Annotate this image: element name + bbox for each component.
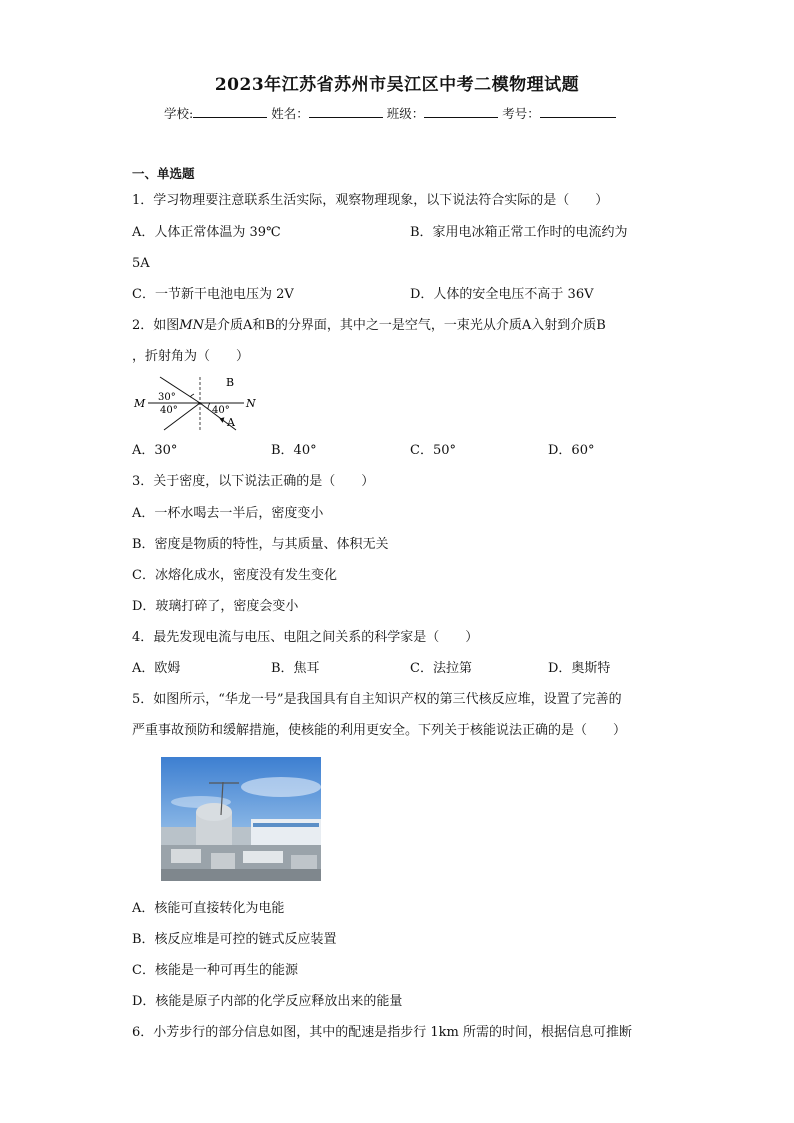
q1-option-a[interactable]: A．人体正常体温为 39℃ [132, 225, 281, 240]
q2-stem-prefix: 2．如图 [132, 318, 180, 333]
q2-option-d[interactable]: D．60° [548, 443, 595, 458]
label-angle-30: 30° [158, 392, 176, 403]
q5-option-a[interactable]: A．核能可直接转化为电能 [132, 901, 285, 916]
q2-option-c[interactable]: C．50° [410, 443, 456, 458]
nuclear-plant-illustration [161, 757, 321, 881]
label-medium-a: A [227, 416, 235, 429]
q6-stem-line1: 6．小芳步行的部分信息如图，其中的配速是指步行 1km 所需的时间，根据信息可推断 [132, 1025, 633, 1040]
q1-stem: 1．学习物理要注意联系生活实际，观察物理现象，以下说法符合实际的是（ ） [132, 193, 609, 208]
q5-stem-line2: 严重事故预防和缓解措施，使核能的利用更安全。下列关于核能说法正确的是（ ） [132, 723, 627, 738]
q2-stem-line1 [132, 318, 606, 334]
label-medium-b: B [226, 376, 235, 389]
class-blank[interactable] [424, 105, 498, 118]
label-m: M [134, 397, 146, 410]
exam-number-blank[interactable] [540, 105, 616, 118]
q2-stem-line2: ，折射角为（ ） [132, 349, 250, 364]
page-title: 2023年江苏省苏州市吴江区中考二模物理试题 [214, 75, 580, 95]
q1-option-c[interactable]: C．一节新干电池电压为 2V [132, 287, 294, 302]
refraction-diagram [132, 374, 272, 434]
q3-option-c[interactable]: C．冰熔化成水，密度没有发生变化 [132, 568, 337, 583]
q1-option-b-continued: 5A [132, 256, 150, 271]
q5-option-c[interactable]: C．核能是一种可再生的能源 [132, 963, 298, 978]
angle-arc-2 [208, 403, 210, 409]
q4-option-c[interactable]: C．法拉第 [410, 661, 472, 676]
section-heading: 一、单选题 [132, 166, 195, 181]
q5-option-b[interactable]: B．核反应堆是可控的链式反应装置 [132, 932, 337, 947]
q2-stem-rest: 是介质A和B的分界面，其中之一是空气，一束光从介质A入射到介质B [203, 318, 606, 333]
angle-arc-1 [190, 394, 194, 397]
label-angle-40-left: 40° [160, 405, 178, 416]
q3-option-b[interactable]: B．密度是物质的特性，与其质量、体积无关 [132, 537, 389, 552]
q4-option-a[interactable]: A．欧姆 [132, 661, 181, 676]
q5-stem-line1: 5．如图所示，“华龙一号”是我国具有自主知识产权的第三代核反应堆，设置了完善的 [132, 692, 622, 707]
q2-option-b[interactable]: B．40° [271, 443, 317, 458]
exam-number-label: 考号： [502, 106, 540, 121]
q1-option-b[interactable]: B．家用电冰箱正常工作时的电流约为 [410, 225, 628, 240]
q2-mn-label: MN [179, 318, 204, 333]
label-n: N [246, 397, 256, 410]
q4-option-d[interactable]: D．奥斯特 [548, 661, 611, 676]
q4-option-b[interactable]: B．焦耳 [271, 661, 320, 676]
q4-stem: 4．最先发现电流与电压、电阻之间关系的科学家是（ ） [132, 630, 479, 645]
name-blank[interactable] [309, 105, 383, 118]
name-label: 姓名： [271, 106, 309, 121]
label-angle-40-right: 40° [212, 405, 230, 416]
nuclear-plant-photo [161, 757, 321, 881]
q1-option-d[interactable]: D．人体的安全电压不高于 36V [410, 287, 594, 302]
school-blank[interactable] [193, 105, 267, 118]
school-label: 学校: [164, 106, 194, 121]
q3-option-d[interactable]: D．玻璃打碎了，密度会变小 [132, 599, 299, 614]
q3-option-a[interactable]: A．一杯水喝去一半后，密度变小 [132, 506, 324, 521]
class-label: 班级： [386, 106, 425, 121]
q3-stem: 3．关于密度，以下说法正确的是（ ） [132, 474, 375, 489]
q5-option-d[interactable]: D．核能是原子内部的化学反应释放出来的能量 [132, 994, 403, 1009]
q2-option-a[interactable]: A．30° [132, 443, 178, 458]
student-info-row [164, 104, 620, 122]
